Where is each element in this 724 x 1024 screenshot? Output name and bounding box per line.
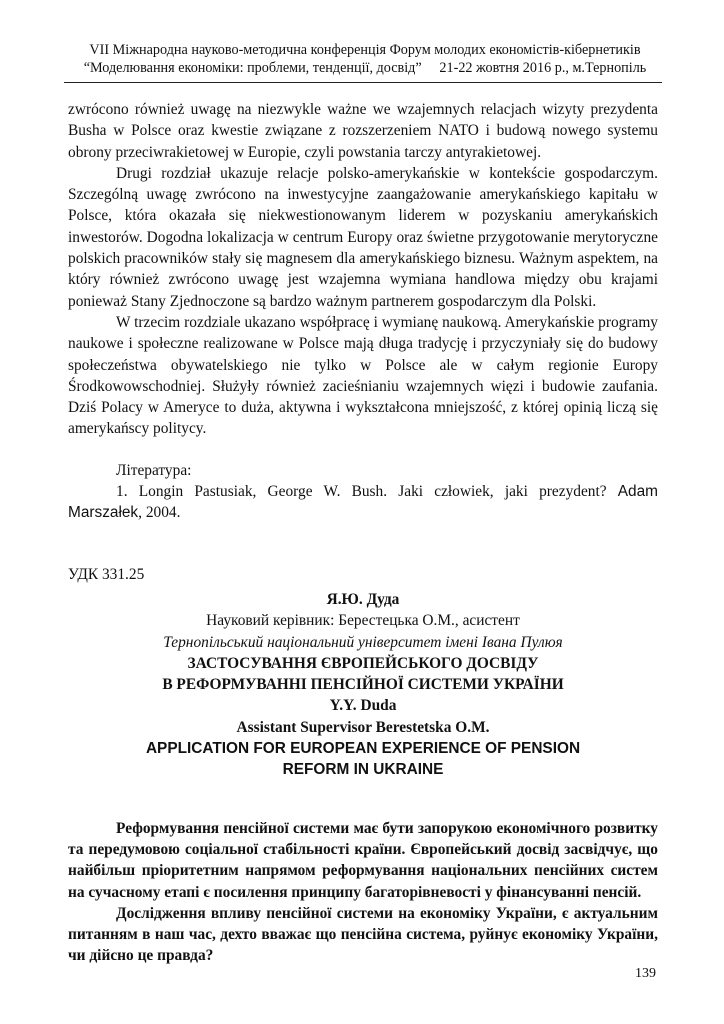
running-header — [60, 41, 670, 77]
university-uk: Тернопільський національний університет імені Івана Пулюя — [163, 633, 563, 651]
abstract-section — [68, 818, 658, 967]
udk-code: УДК 331.25 — [68, 565, 145, 583]
article-title-en-line1: APPLICATION FOR EUROPEAN EXPERIENCE OF PENSION — [145, 740, 581, 758]
literature-item-text: 1. Longin Pastusiak, George W. Bush. Jaki człowiek, jaki prezydent? — [116, 483, 618, 501]
paragraph-science: W trzecim rozdziale ukazano współpracę i wymianę naukową. Amerykańskie programy naukowe i społeczne realizowane w Polsce mają długa tradycję i przyczyniały się do budowy społeczeństwa obywatelskiego nie tylko w Polsce ale w całym regionie Europy Środkowowschodniej. Służyły również zacieśnianiu wzajemnych więzi i budowie zaufania. Dziś Polacy w Ameryce to duża, aktywna i wykształcona mniejszość, z której opinią liczą się amerykańscy politycy. — [68, 313, 658, 438]
header-conference-line: VII Міжнародна науково-методична конференція Форум молодих економістів-кібернетиків — [89, 42, 641, 58]
author-name-uk: Я.Ю. Дуда — [326, 590, 400, 608]
article-title-uk-line1: ЗАСТОСУВАННЯ ЄВРОПЕЙСЬКОГО ДОСВІДУ — [187, 654, 539, 672]
literature-item — [68, 481, 658, 524]
header-topic-line: “Моделювання економіки: проблеми, тенденції, досвід” 21-22 жовтня 2016 р., м.Тернопіль — [83, 60, 647, 76]
author-name-en: Y.Y. Duda — [329, 697, 397, 715]
article-title-uk-line2: В РЕФОРМУВАННІ ПЕНСІЙНОЇ СИСТЕМИ УКРАЇНИ — [162, 676, 564, 694]
page-number: 139 — [635, 966, 656, 981]
literature-item-year: , 2004. — [138, 504, 181, 522]
supervisor-uk: Науковий керівник: Берестецька О.М., асистент — [206, 612, 520, 630]
literature-section — [68, 460, 658, 524]
article-title-en-line2: REFORM IN UKRAINE — [282, 761, 444, 779]
paragraph-continuation: zwrócono również uwagę na niezwykle ważne we wzajemnych relacjach wizyty prezydenta Busha w Polsce oraz kwestie związane z rozszerzeniem NATO i budową nowego systemu obrony przeciwrakietowej w Europie, czyli powstania tarczy antyrakietowej. — [68, 101, 658, 161]
supervisor-en: Assistant Supervisor Berestetska O.M. — [236, 718, 490, 736]
paragraph-economic: Drugi rozdział ukazuje relacje polsko-amerykańskie w kontekście gospodarczym. Szczególną uwagę zwrócono na inwestycyjne zaangażowanie amerykańskiego kapitału w Polsce, która okazała się niekwestionowanym liderem w pozyskaniu amerykańskich inwestorów. Dogodna lokalizacja w centrum Europy oraz świetne przygotowanie merytoryczne polskich pracowników stały się magnesem dla amerykańskiego biznesu. Ważnym aspektem, na który również zwrócono uwagę jest wzajemna wymiana handlowa między obu krajami ponieważ Stany Zjednoczone są bardzo ważnym partnerem gospodarczym dla Polski. — [68, 164, 658, 310]
abstract-paragraph-2: Дослідження впливу пенсійної системи на економіку України, є актуальним питанням в наш час, дехто вважає що пенсійна система, руйнує економіку України, чи дійсно це правда? — [68, 904, 658, 965]
literature-title: Література: — [116, 461, 192, 479]
abstract-paragraph-1: Реформування пенсійної системи має бути запорукою економічного розвитку та передумовою соціальної стабільності країни. Європейський досвід засвідчує, що найбільш пріоритетним напрямом реформування національних пенсійних систем на сучасному етапі є посилення принципу багаторівневості у фінансуванні пенсій. — [68, 819, 658, 901]
header-divider — [64, 82, 662, 83]
literature-item-publisher: Adam Marszałek — [68, 483, 658, 522]
page-body — [68, 99, 658, 967]
